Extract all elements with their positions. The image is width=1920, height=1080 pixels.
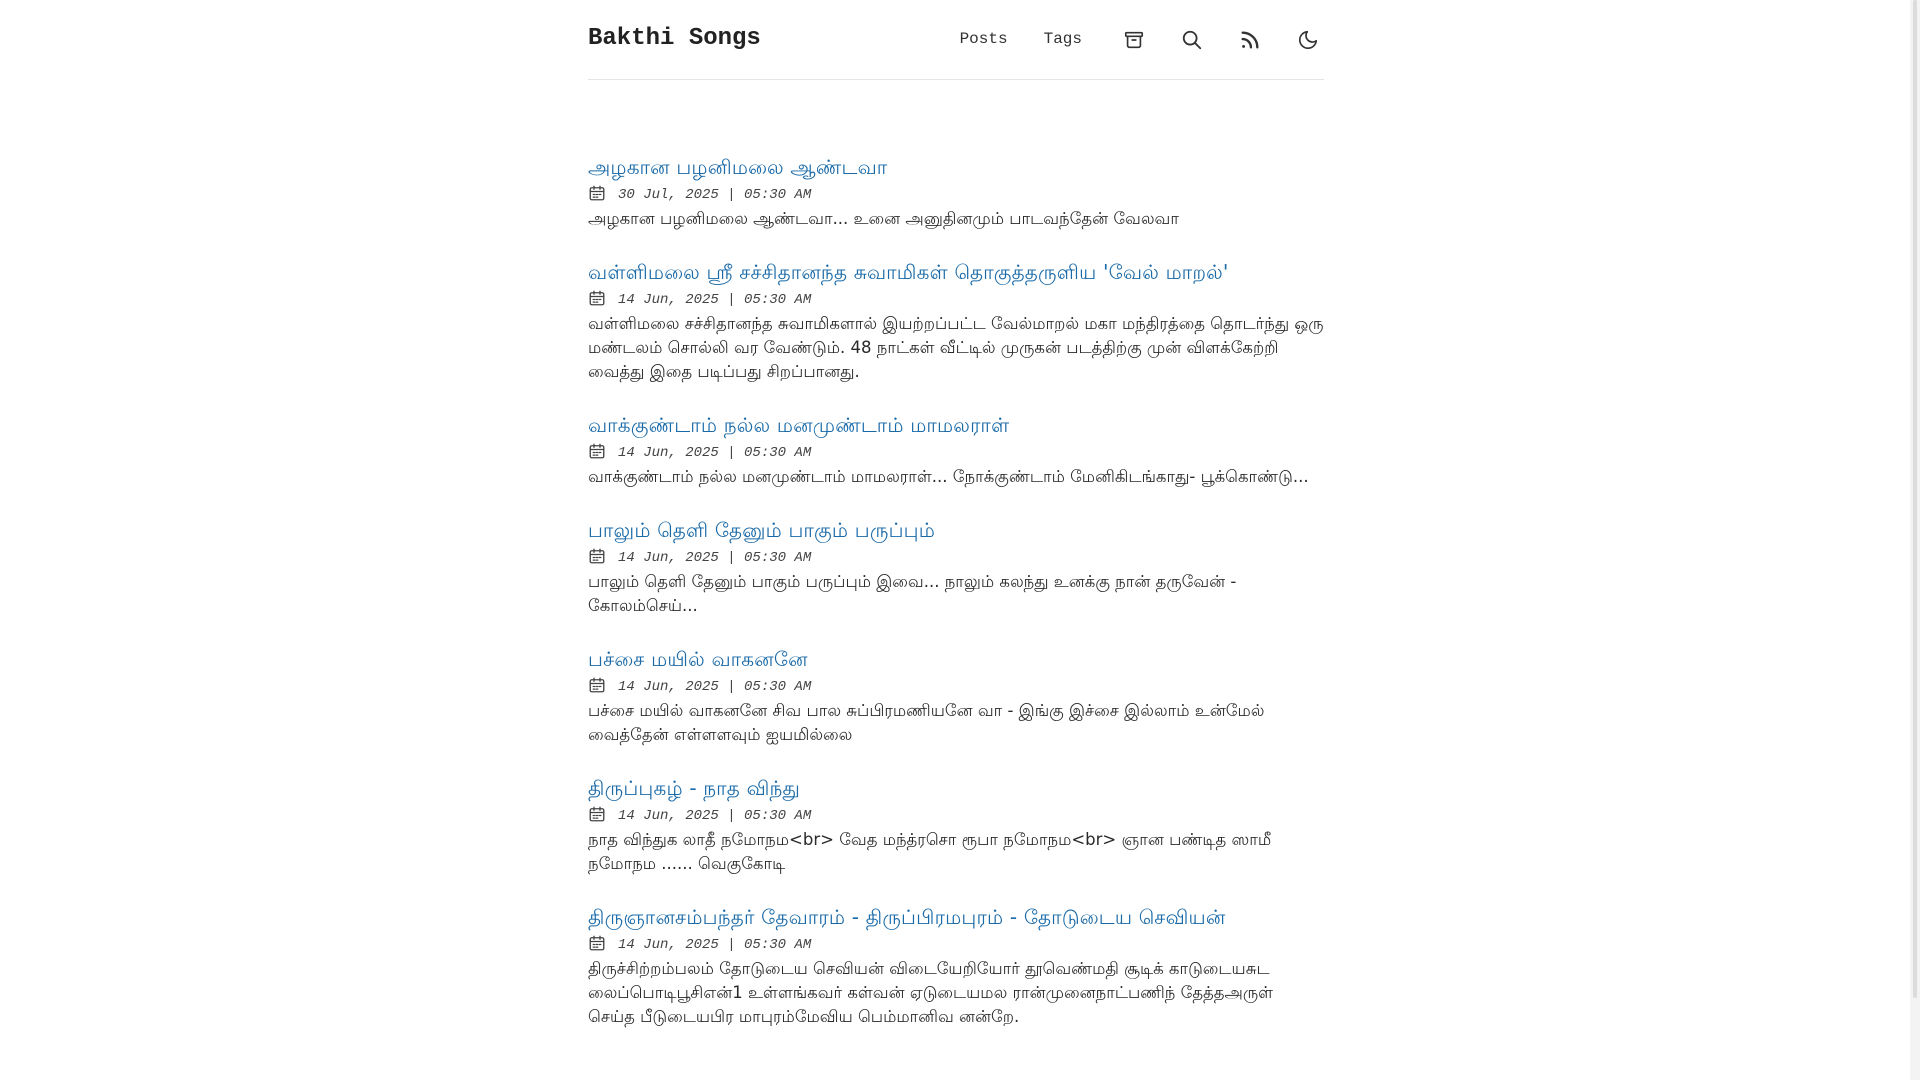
archive-icon[interactable] bbox=[1118, 24, 1150, 56]
post-summary: அழகான பழனிமலை ஆண்டவா... உனை அனுதினமும் பாடவந்தேன் வேலவா bbox=[588, 209, 1179, 228]
post-title-link[interactable]: வாக்குண்டாம் நல்ல மனமுண்டாம் மாமலராள் bbox=[588, 413, 1010, 437]
post-date: 14 Jun, 2025 | 05:30 AM bbox=[618, 292, 812, 308]
post-item bbox=[588, 257, 1324, 384]
calendar-icon bbox=[588, 805, 618, 828]
search-icon[interactable] bbox=[1176, 24, 1208, 56]
post-title-link[interactable]: அழகான பழனிமலை ஆண்டவா bbox=[588, 155, 888, 179]
post-item bbox=[588, 644, 1324, 747]
calendar-icon bbox=[588, 934, 618, 957]
post-item bbox=[588, 773, 1324, 876]
calendar-icon bbox=[588, 547, 618, 570]
post-summary: வள்ளிமலை சச்சிதானந்த சுவாமிகளால் இயற்றப்பட்ட வேல்மாறல் மகா மந்திரத்தை தொடர்ந்து ஒரு மண்டலம் சொல்லி வர வேண்டும். 48 நாட்கள் வீட்டில் முருகன் படத்திற்கு முன் விளக்கேற்றி வைத்து இதை படிப்பது சிறப்பானது. bbox=[588, 314, 1324, 381]
post-date: 14 Jun, 2025 | 05:30 AM bbox=[618, 445, 812, 461]
post-summary: பாலும் தெளி தேனும் பாகும் பருப்பும் இவை... நாலும் கலந்து உனக்கு நான் தருவேன் - கோலம்செய்... bbox=[588, 572, 1237, 615]
post-meta bbox=[588, 547, 1324, 569]
page-container bbox=[588, 0, 1324, 1055]
post-item bbox=[588, 902, 1324, 1029]
calendar-icon bbox=[588, 184, 618, 207]
nav-posts-link[interactable]: Posts bbox=[959, 29, 1008, 48]
post-meta bbox=[588, 289, 1324, 311]
moon-icon[interactable] bbox=[1292, 24, 1324, 56]
post-meta bbox=[588, 442, 1324, 464]
post-title-link[interactable]: வள்ளிமலை ஸ்ரீ சச்சிதானந்த சுவாமிகள் தொகுத்தருளிய 'வேல் மாறல்' bbox=[588, 260, 1229, 284]
post-date: 14 Jun, 2025 | 05:30 AM bbox=[618, 808, 812, 824]
post-meta bbox=[588, 184, 1324, 206]
post-date: 14 Jun, 2025 | 05:30 AM bbox=[618, 937, 812, 953]
site-header bbox=[588, 0, 1324, 80]
calendar-icon bbox=[588, 289, 618, 312]
post-list bbox=[588, 80, 1324, 1029]
calendar-icon bbox=[588, 442, 618, 465]
scrollbar-thumb[interactable] bbox=[1913, 0, 1917, 998]
post-item bbox=[588, 152, 1324, 231]
nav-tags-link[interactable]: Tags bbox=[1043, 29, 1082, 48]
rss-icon[interactable] bbox=[1234, 24, 1266, 56]
post-summary: நாத விந்துக லாதீ நமோநம<br> வேத மந்த்ரசொ ரூபா நமோநம<br> ஞான பண்டித ஸாமீ நமோநம ...... வெகுகோடி bbox=[588, 830, 1272, 873]
post-date: 14 Jun, 2025 | 05:30 AM bbox=[618, 550, 812, 566]
post-item bbox=[588, 515, 1324, 618]
post-title-link[interactable]: பச்சை மயில் வாகனனே bbox=[588, 647, 808, 671]
post-title-link[interactable]: திருப்புகழ் - நாத விந்து bbox=[588, 776, 801, 800]
post-date: 14 Jun, 2025 | 05:30 AM bbox=[618, 679, 812, 695]
post-meta bbox=[588, 934, 1324, 956]
vertical-scrollbar[interactable] bbox=[1910, 0, 1920, 1080]
main-nav bbox=[960, 0, 1324, 79]
site-title[interactable]: Bakthi Songs bbox=[588, 25, 761, 52]
post-summary: திருச்சிற்றம்பலம் தோடுடைய செவியன் விடையேறியோர் தூவெண்மதி சூடிக் காடுடையசுட லைப்பொடிபூசிஎன்1 உள்ளங்கவர் கள்வன் ஏடுடையமல ரான்முனைநாட்பணிந் தேத்தஅருள் செய்த பீடுடையபிர மாபுரம்மேவிய பெம்மானிவ னன்றே. bbox=[588, 959, 1274, 1026]
post-title-link[interactable]: பாலும் தெளி தேனும் பாகும் பருப்பும் bbox=[588, 518, 936, 542]
calendar-icon bbox=[588, 676, 618, 699]
post-title-link[interactable]: திருஞானசம்பந்தர் தேவாரம் - திருப்பிரமபுரம் - தோடுடைய செவியன் bbox=[588, 905, 1226, 929]
post-summary: பச்சை மயில் வாகனனே சிவ பால சுப்பிரமணியனே வா - இங்கு இச்சை இல்லாம் உன்மேல் வைத்தேன் எள்ளளவும் ஐயமில்லை bbox=[588, 701, 1265, 744]
post-item bbox=[588, 410, 1324, 489]
post-date: 30 Jul, 2025 | 05:30 AM bbox=[618, 187, 812, 203]
post-meta bbox=[588, 676, 1324, 698]
post-meta bbox=[588, 805, 1324, 827]
post-summary: வாக்குண்டாம் நல்ல மனமுண்டாம் மாமலராள்... நோக்குண்டாம் மேனிகிடங்காது- பூக்கொண்டு... bbox=[588, 467, 1309, 486]
